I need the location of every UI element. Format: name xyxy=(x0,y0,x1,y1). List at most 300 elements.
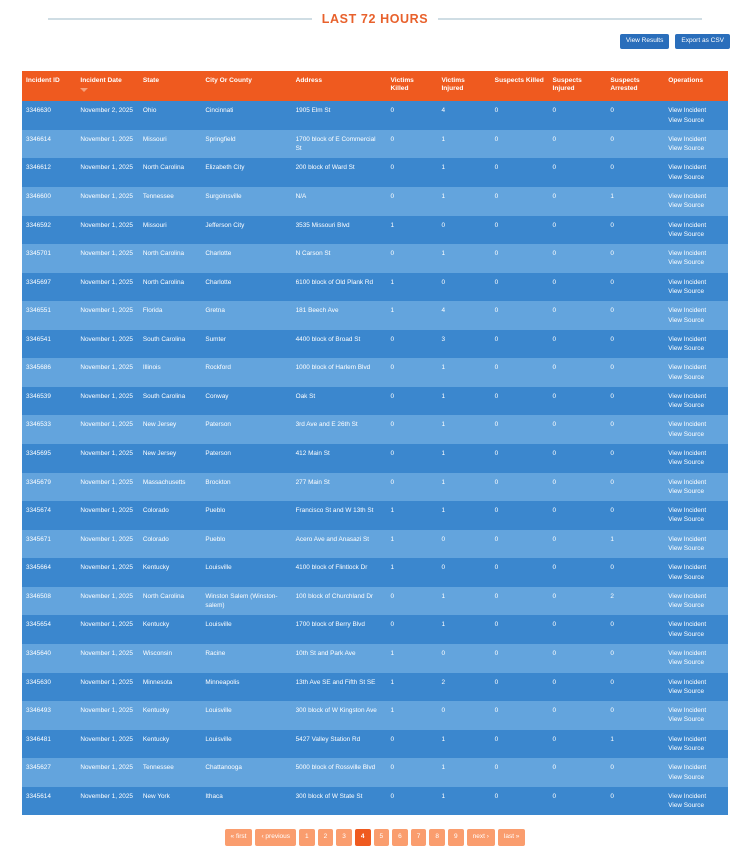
column-header-state[interactable] xyxy=(139,71,201,102)
cell-address: 1700 block of E Commercial St xyxy=(292,130,387,159)
cell-suspects-arrested: 0 xyxy=(606,615,664,644)
cell-operations xyxy=(664,587,728,616)
cell-incident-date: November 1, 2025 xyxy=(76,615,138,644)
cell-suspects-killed: 0 xyxy=(491,615,549,644)
cell-operations xyxy=(664,216,728,245)
column-header-victims-killed[interactable] xyxy=(387,71,438,102)
view-incident-link[interactable]: View Incident xyxy=(668,364,707,372)
cell-suspects-arrested: 0 xyxy=(606,244,664,273)
cell-operations xyxy=(664,130,728,159)
cell-incident-date: November 1, 2025 xyxy=(76,415,138,444)
cell-suspects-killed: 0 xyxy=(491,587,549,616)
table-row xyxy=(22,216,728,245)
cell-state: Colorado xyxy=(139,530,201,559)
cell-suspects-arrested: 0 xyxy=(606,701,664,730)
cell-operations xyxy=(664,358,728,387)
cell-incident-date: November 1, 2025 xyxy=(76,644,138,673)
cell-city-or-county: Louisville xyxy=(201,558,291,587)
pager-page-6-button[interactable]: 6 xyxy=(392,829,408,846)
cell-victims-killed: 0 xyxy=(387,101,438,130)
cell-address: 1905 Elm St xyxy=(292,101,387,130)
table-row xyxy=(22,387,728,416)
cell-city-or-county: Cincinnati xyxy=(201,101,291,130)
cell-suspects-arrested: 0 xyxy=(606,158,664,187)
cell-suspects-injured: 0 xyxy=(549,101,607,130)
cell-state: North Carolina xyxy=(139,244,201,273)
cell-suspects-killed: 0 xyxy=(491,644,549,673)
cell-suspects-arrested: 0 xyxy=(606,387,664,416)
cell-state: Illinois xyxy=(139,358,201,387)
view-incident-link[interactable]: View Incident xyxy=(668,507,707,515)
cell-state: Missouri xyxy=(139,216,201,245)
cell-suspects-arrested: 1 xyxy=(606,530,664,559)
cell-suspects-killed: 0 xyxy=(491,273,549,302)
section-header xyxy=(0,0,750,26)
view-source-link[interactable]: View Source xyxy=(668,230,705,238)
view-incident-link[interactable]: View Incident xyxy=(668,649,707,657)
cell-suspects-arrested: 0 xyxy=(606,787,664,816)
view-incident-link[interactable]: View Incident xyxy=(668,164,707,172)
view-source-link[interactable]: View Source xyxy=(668,773,705,781)
cell-state: Ohio xyxy=(139,101,201,130)
cell-incident-id: 3345627 xyxy=(22,758,76,787)
table-row xyxy=(22,473,728,502)
view-source-link[interactable]: View Source xyxy=(668,373,705,381)
view-source-link[interactable]: View Source xyxy=(668,716,705,724)
cell-suspects-arrested: 0 xyxy=(606,216,664,245)
cell-incident-date: November 1, 2025 xyxy=(76,758,138,787)
cell-state: North Carolina xyxy=(139,587,201,616)
cell-incident-date: November 1, 2025 xyxy=(76,387,138,416)
view-incident-link[interactable]: View Incident xyxy=(668,221,707,229)
cell-suspects-killed: 0 xyxy=(491,501,549,530)
cell-incident-id: 3346481 xyxy=(22,730,76,759)
table-row xyxy=(22,587,728,616)
column-header-suspects-injured[interactable] xyxy=(549,71,607,102)
pager-page-7-button[interactable]: 7 xyxy=(411,829,427,846)
cell-incident-id: 3345697 xyxy=(22,273,76,302)
table-row xyxy=(22,501,728,530)
column-label: Suspects Killed xyxy=(494,76,544,84)
cell-suspects-injured: 0 xyxy=(549,273,607,302)
table-row xyxy=(22,787,728,816)
cell-address: 300 block of W Kingston Ave xyxy=(292,701,387,730)
cell-suspects-injured: 0 xyxy=(549,330,607,359)
cell-incident-id: 3346508 xyxy=(22,587,76,616)
pager-previous-button[interactable]: ‹ previous xyxy=(255,829,296,846)
view-incident-link[interactable]: View Incident xyxy=(668,764,707,772)
page-title: LAST 72 HOURS xyxy=(321,12,429,26)
cell-victims-killed: 1 xyxy=(387,301,438,330)
view-incident-link[interactable]: View Incident xyxy=(668,707,707,715)
cell-city-or-county: Paterson xyxy=(201,444,291,473)
cell-address: 1000 block of Harlem Blvd xyxy=(292,358,387,387)
view-incident-link[interactable]: View Incident xyxy=(668,392,707,400)
cell-suspects-injured: 0 xyxy=(549,501,607,530)
column-header-suspects-killed[interactable] xyxy=(491,71,549,102)
cell-victims-injured: 1 xyxy=(437,587,490,616)
cell-incident-date: November 1, 2025 xyxy=(76,473,138,502)
cell-suspects-arrested: 0 xyxy=(606,273,664,302)
pager-page-4-button[interactable]: 4 xyxy=(355,829,371,846)
cell-suspects-killed: 0 xyxy=(491,444,549,473)
sort-descending-icon xyxy=(80,88,88,92)
cell-victims-killed: 0 xyxy=(387,415,438,444)
cell-suspects-arrested: 1 xyxy=(606,730,664,759)
cell-incident-id: 3345686 xyxy=(22,358,76,387)
view-source-link[interactable]: View Source xyxy=(668,287,705,295)
view-incident-link[interactable]: View Incident xyxy=(668,678,707,686)
table-row xyxy=(22,415,728,444)
cell-incident-date: November 1, 2025 xyxy=(76,558,138,587)
column-header-incident-id[interactable] xyxy=(22,71,76,102)
cell-victims-injured: 1 xyxy=(437,244,490,273)
cell-city-or-county: Louisville xyxy=(201,730,291,759)
cell-victims-injured: 0 xyxy=(437,216,490,245)
view-source-link[interactable]: View Source xyxy=(668,145,705,153)
view-results-button[interactable]: View Results xyxy=(620,34,669,49)
view-source-link[interactable]: View Source xyxy=(668,573,705,581)
cell-operations xyxy=(664,101,728,130)
cell-suspects-killed: 0 xyxy=(491,130,549,159)
cell-victims-killed: 1 xyxy=(387,501,438,530)
table-header xyxy=(22,71,728,102)
view-incident-link[interactable]: View Incident xyxy=(668,335,707,343)
view-incident-link[interactable]: View Incident xyxy=(668,535,707,543)
table-row xyxy=(22,187,728,216)
column-header-incident-date[interactable] xyxy=(76,71,138,102)
cell-address: N/A xyxy=(292,187,387,216)
view-incident-link[interactable]: View Incident xyxy=(668,192,707,200)
cell-address: 277 Main St xyxy=(292,473,387,502)
cell-victims-killed: 1 xyxy=(387,530,438,559)
cell-suspects-arrested: 0 xyxy=(606,444,664,473)
cell-suspects-injured: 0 xyxy=(549,158,607,187)
pager-page-8-button[interactable]: 8 xyxy=(429,829,445,846)
table-row xyxy=(22,758,728,787)
cell-state: Kentucky xyxy=(139,558,201,587)
cell-city-or-county: Winston Salem (Winston-salem) xyxy=(201,587,291,616)
view-source-link[interactable]: View Source xyxy=(668,202,705,210)
table-row xyxy=(22,130,728,159)
view-source-link[interactable]: View Source xyxy=(668,345,705,353)
cell-incident-date: November 1, 2025 xyxy=(76,444,138,473)
cell-suspects-killed: 0 xyxy=(491,758,549,787)
cell-suspects-killed: 0 xyxy=(491,473,549,502)
table-row xyxy=(22,301,728,330)
column-label: Incident Date xyxy=(80,76,122,84)
cell-address: Acero Ave and Anasazi St xyxy=(292,530,387,559)
column-header-operations xyxy=(664,71,728,102)
cell-incident-id: 3345664 xyxy=(22,558,76,587)
cell-city-or-county: Gretna xyxy=(201,301,291,330)
pager-page-1-button[interactable]: 1 xyxy=(299,829,315,846)
pagination xyxy=(0,815,750,846)
table-row xyxy=(22,701,728,730)
view-source-link[interactable]: View Source xyxy=(668,116,705,124)
view-incident-link[interactable]: View Incident xyxy=(668,421,707,429)
cell-suspects-injured: 0 xyxy=(549,787,607,816)
cell-incident-id: 3345695 xyxy=(22,444,76,473)
view-incident-link[interactable]: View Incident xyxy=(668,135,707,143)
cell-operations xyxy=(664,558,728,587)
view-incident-link[interactable]: View Incident xyxy=(668,592,707,600)
cell-victims-killed: 1 xyxy=(387,558,438,587)
view-incident-link[interactable]: View Incident xyxy=(668,307,707,315)
cell-victims-killed: 0 xyxy=(387,387,438,416)
cell-operations xyxy=(664,330,728,359)
cell-suspects-injured: 0 xyxy=(549,244,607,273)
cell-city-or-county: Rockford xyxy=(201,358,291,387)
cell-address: 100 block of Churchland Dr xyxy=(292,587,387,616)
view-source-link[interactable]: View Source xyxy=(668,430,705,438)
cell-suspects-injured: 0 xyxy=(549,444,607,473)
view-source-link[interactable]: View Source xyxy=(668,659,705,667)
column-header-victims-injured[interactable] xyxy=(437,71,490,102)
cell-victims-killed: 0 xyxy=(387,787,438,816)
cell-incident-date: November 1, 2025 xyxy=(76,216,138,245)
column-label: Incident ID xyxy=(26,76,60,84)
column-label: Victims Killed xyxy=(390,76,414,93)
cell-suspects-killed: 0 xyxy=(491,101,549,130)
table-row xyxy=(22,101,728,130)
column-label: Suspects Arrested xyxy=(610,76,640,93)
cell-city-or-county: Conway xyxy=(201,387,291,416)
cell-state: South Carolina xyxy=(139,387,201,416)
cell-state: New York xyxy=(139,787,201,816)
cell-suspects-arrested: 0 xyxy=(606,415,664,444)
cell-suspects-injured: 0 xyxy=(549,415,607,444)
cell-suspects-killed: 0 xyxy=(491,387,549,416)
view-incident-link[interactable]: View Incident xyxy=(668,564,707,572)
cell-victims-killed: 0 xyxy=(387,615,438,644)
cell-suspects-injured: 0 xyxy=(549,216,607,245)
cell-suspects-killed: 0 xyxy=(491,158,549,187)
cell-suspects-arrested: 0 xyxy=(606,673,664,702)
view-source-link[interactable]: View Source xyxy=(668,687,705,695)
cell-suspects-arrested: 2 xyxy=(606,587,664,616)
cell-suspects-injured: 0 xyxy=(549,387,607,416)
table-row xyxy=(22,644,728,673)
toolbar xyxy=(0,26,750,49)
cell-incident-id: 3346600 xyxy=(22,187,76,216)
cell-suspects-injured: 0 xyxy=(549,644,607,673)
view-source-link[interactable]: View Source xyxy=(668,545,705,552)
column-header-suspects-arrested[interactable] xyxy=(606,71,664,102)
cell-city-or-county: Minneapolis xyxy=(201,673,291,702)
cell-incident-date: November 1, 2025 xyxy=(76,530,138,559)
cell-suspects-arrested: 0 xyxy=(606,330,664,359)
cell-city-or-county: Brockton xyxy=(201,473,291,502)
cell-suspects-killed: 0 xyxy=(491,673,549,702)
cell-suspects-arrested: 0 xyxy=(606,644,664,673)
cell-victims-injured: 1 xyxy=(437,444,490,473)
cell-city-or-county: Surgoinsville xyxy=(201,187,291,216)
cell-incident-date: November 1, 2025 xyxy=(76,673,138,702)
cell-victims-injured: 1 xyxy=(437,758,490,787)
cell-victims-injured: 1 xyxy=(437,358,490,387)
cell-suspects-injured: 0 xyxy=(549,701,607,730)
cell-victims-killed: 0 xyxy=(387,187,438,216)
cell-state: Florida xyxy=(139,301,201,330)
cell-victims-injured: 1 xyxy=(437,615,490,644)
cell-address: Francisco St and W 13th St xyxy=(292,501,387,530)
view-source-link[interactable]: View Source xyxy=(668,516,705,524)
cell-incident-id: 3346539 xyxy=(22,387,76,416)
cell-address: 412 Main St xyxy=(292,444,387,473)
cell-incident-date: November 1, 2025 xyxy=(76,587,138,616)
cell-suspects-arrested: 0 xyxy=(606,473,664,502)
cell-suspects-killed: 0 xyxy=(491,216,549,245)
cell-victims-injured: 0 xyxy=(437,530,490,559)
view-source-link[interactable]: View Source xyxy=(668,744,705,752)
cell-victims-injured: 1 xyxy=(437,158,490,187)
cell-address: 181 Beech Ave xyxy=(292,301,387,330)
cell-suspects-killed: 0 xyxy=(491,244,549,273)
pager-page-3-button[interactable]: 3 xyxy=(336,829,352,846)
table-row xyxy=(22,530,728,559)
cell-address: 1700 block of Berry Blvd xyxy=(292,615,387,644)
cell-incident-id: 3346592 xyxy=(22,216,76,245)
cell-city-or-county: Charlotte xyxy=(201,273,291,302)
cell-incident-date: November 1, 2025 xyxy=(76,701,138,730)
cell-victims-killed: 0 xyxy=(387,330,438,359)
cell-victims-killed: 0 xyxy=(387,730,438,759)
view-incident-link[interactable]: View Incident xyxy=(668,278,707,286)
cell-incident-date: November 1, 2025 xyxy=(76,358,138,387)
view-source-link[interactable]: View Source xyxy=(668,316,705,324)
cell-victims-injured: 4 xyxy=(437,101,490,130)
cell-city-or-county: Paterson xyxy=(201,415,291,444)
view-source-link[interactable]: View Source xyxy=(668,802,705,810)
cell-address: 3535 Missouri Blvd xyxy=(292,216,387,245)
cell-suspects-injured: 0 xyxy=(549,758,607,787)
column-header-address[interactable] xyxy=(292,71,387,102)
cell-operations xyxy=(664,444,728,473)
cell-operations xyxy=(664,615,728,644)
cell-victims-injured: 0 xyxy=(437,558,490,587)
pager-page-5-button[interactable]: 5 xyxy=(374,829,390,846)
cell-operations xyxy=(664,758,728,787)
cell-state: New Jersey xyxy=(139,444,201,473)
cell-victims-killed: 0 xyxy=(387,130,438,159)
column-header-city-or-county[interactable] xyxy=(201,71,291,102)
cell-incident-date: November 1, 2025 xyxy=(76,130,138,159)
cell-address: N Carson St xyxy=(292,244,387,273)
incidents-table xyxy=(22,71,728,816)
view-source-link[interactable]: View Source xyxy=(668,459,705,467)
view-incident-link[interactable]: View Incident xyxy=(668,107,707,115)
cell-victims-killed: 1 xyxy=(387,673,438,702)
cell-victims-injured: 0 xyxy=(437,644,490,673)
table-row xyxy=(22,244,728,273)
pager-next-button[interactable]: next › xyxy=(467,829,495,846)
view-incident-link[interactable]: View Incident xyxy=(668,792,707,800)
pager-page-2-button[interactable]: 2 xyxy=(318,829,334,846)
cell-suspects-arrested: 0 xyxy=(606,101,664,130)
cell-suspects-injured: 0 xyxy=(549,558,607,587)
cell-suspects-killed: 0 xyxy=(491,358,549,387)
cell-address: 200 block of Ward St xyxy=(292,158,387,187)
cell-victims-injured: 1 xyxy=(437,130,490,159)
cell-victims-injured: 2 xyxy=(437,673,490,702)
cell-operations xyxy=(664,187,728,216)
cell-victims-killed: 1 xyxy=(387,644,438,673)
view-incident-link[interactable]: View Incident xyxy=(668,250,707,258)
cell-address: 10th St and Park Ave xyxy=(292,644,387,673)
cell-victims-injured: 1 xyxy=(437,473,490,502)
cell-state: Colorado xyxy=(139,501,201,530)
cell-suspects-killed: 0 xyxy=(491,330,549,359)
cell-victims-killed: 0 xyxy=(387,444,438,473)
view-source-link[interactable]: View Source xyxy=(668,173,705,181)
rule-right xyxy=(438,18,702,20)
table-header-row xyxy=(22,71,728,102)
cell-incident-id: 3345654 xyxy=(22,615,76,644)
cell-address: 13th Ave SE and Fifth St SE xyxy=(292,673,387,702)
pager-page-9-button[interactable]: 9 xyxy=(448,829,464,846)
cell-city-or-county: Springfield xyxy=(201,130,291,159)
cell-suspects-injured: 0 xyxy=(549,187,607,216)
cell-suspects-injured: 0 xyxy=(549,358,607,387)
cell-city-or-county: Pueblo xyxy=(201,501,291,530)
view-incident-link[interactable]: View Incident xyxy=(668,450,707,458)
cell-state: South Carolina xyxy=(139,330,201,359)
cell-city-or-county: Jefferson City xyxy=(201,216,291,245)
cell-state: Missouri xyxy=(139,130,201,159)
view-source-link[interactable]: View Source xyxy=(668,487,705,495)
cell-operations xyxy=(664,387,728,416)
column-label: Suspects Injured xyxy=(552,76,582,93)
view-source-link[interactable]: View Source xyxy=(668,402,705,410)
cell-victims-killed: 1 xyxy=(387,273,438,302)
table-row xyxy=(22,358,728,387)
cell-incident-id: 3345674 xyxy=(22,501,76,530)
view-source-link[interactable]: View Source xyxy=(668,602,705,610)
cell-operations xyxy=(664,415,728,444)
view-source-link[interactable]: View Source xyxy=(668,630,705,638)
column-label: Victims Injured xyxy=(441,76,465,93)
cell-city-or-county: Chattanooga xyxy=(201,758,291,787)
pager-last-button[interactable]: last » xyxy=(498,829,526,846)
cell-incident-id: 3345640 xyxy=(22,644,76,673)
cell-victims-killed: 1 xyxy=(387,216,438,245)
cell-operations xyxy=(664,301,728,330)
cell-incident-date: November 1, 2025 xyxy=(76,501,138,530)
cell-address: 4400 block of Broad St xyxy=(292,330,387,359)
cell-suspects-killed: 0 xyxy=(491,415,549,444)
cell-suspects-killed: 0 xyxy=(491,558,549,587)
pager-first-button[interactable]: « first xyxy=(225,829,253,846)
view-incident-link[interactable]: View Incident xyxy=(668,478,707,486)
view-source-link[interactable]: View Source xyxy=(668,259,705,267)
view-incident-link[interactable]: View Incident xyxy=(668,621,707,629)
cell-incident-id: 3346541 xyxy=(22,330,76,359)
cell-operations xyxy=(664,244,728,273)
table-body xyxy=(22,101,728,815)
cell-incident-id: 3345679 xyxy=(22,473,76,502)
cell-state: Kentucky xyxy=(139,615,201,644)
cell-operations xyxy=(664,644,728,673)
cell-city-or-county: Elizabeth City xyxy=(201,158,291,187)
cell-operations xyxy=(664,701,728,730)
cell-address: 3rd Ave and E 26th St xyxy=(292,415,387,444)
cell-operations xyxy=(664,273,728,302)
export-csv-button[interactable]: Export as CSV xyxy=(675,34,730,49)
cell-city-or-county: Racine xyxy=(201,644,291,673)
view-incident-link[interactable]: View Incident xyxy=(668,735,707,743)
cell-incident-id: 3346630 xyxy=(22,101,76,130)
